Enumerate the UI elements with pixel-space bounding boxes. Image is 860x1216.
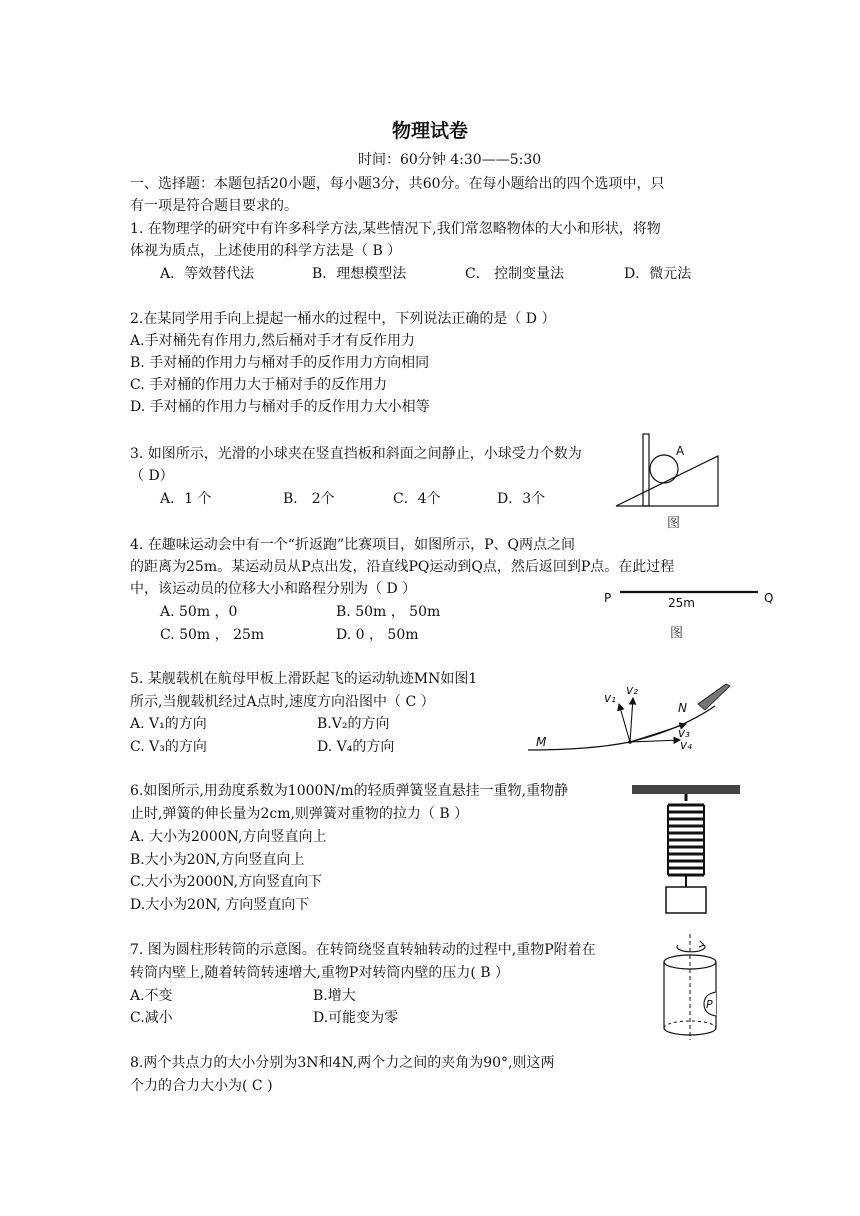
q5-option-c: C. V₃的方向: [130, 739, 207, 755]
q8-stem-line2: 个力的合力大小为( C ): [130, 1078, 273, 1094]
q7-option-b: B.增大: [313, 988, 356, 1004]
q2-option-a: A.手对桶先有作用力,然后桶对手才有反作用力: [130, 333, 416, 349]
q6-option-a: A. 大小为2000N,方向竖直向上: [130, 829, 327, 845]
q4-stem-line3: 中，该运动员的位移大小和路程分别为（ D ）: [130, 581, 417, 597]
q3-option-c: C．4个: [393, 491, 441, 507]
q6-stem-line2: 止时,弹簧的伸长量为2cm,则弹簧对重物的拉力（ B ）: [130, 806, 469, 822]
q3-option-a: A．1 个: [160, 491, 212, 507]
q3-stem-line2: （ D）: [130, 468, 174, 484]
q1-stem-line1: 1. 在物理学的研究中有许多科学方法,某些情况下,我们常忽略物体的大小和形状，将物: [130, 221, 661, 237]
ceiling: [632, 785, 740, 794]
label-n: N: [678, 701, 687, 715]
q7-stem-line2: 转筒内壁上,随着转筒转速增大,重物P对转筒内壁的压力( B ）: [130, 965, 509, 981]
q1-option-d: D．微元法: [624, 266, 692, 282]
ball-label: A: [676, 444, 685, 458]
v2-arrow: [630, 698, 633, 742]
q4-option-b: B. 50m ， 50m: [336, 604, 441, 620]
point-p-label: P: [604, 591, 612, 605]
label-v1: v₁: [604, 691, 616, 705]
label-v2: v₂: [626, 683, 638, 697]
section-instruction-line2: 有一项是符合题目要求的。: [130, 198, 298, 214]
q4-stem-line1: 4. 在趣味运动会中有一个“折返跑”比赛项目，如图所示，P、Q两点之间: [130, 537, 576, 553]
q8-stem-line1: 8.两个共点力的大小分别为3N和4N,两个力之间的夹角为90°,则这两: [130, 1055, 555, 1071]
label-v3: v₃: [678, 726, 690, 740]
q7-option-c: C.减小: [130, 1010, 173, 1026]
q6-figure-spring: [630, 783, 742, 923]
ball: [650, 455, 678, 483]
weight-block: [666, 887, 706, 913]
q5-stem-line1: 5. 某舰载机在航母甲板上滑跃起飞的运动轨迹MN如图1: [130, 671, 478, 687]
point-a: [628, 740, 632, 744]
q5-option-d: D. V₄的方向: [317, 739, 395, 755]
q4-option-c: C. 50m ， 25m: [160, 627, 265, 643]
q3-option-d: D．3个: [497, 491, 546, 507]
q5-option-a: A. V₁的方向: [130, 716, 207, 732]
q6-option-b: B.大小为20N,方向竖直向上: [130, 852, 305, 868]
q1-option-b: B．理想模型法: [312, 266, 407, 282]
q6-option-c: C.大小为2000N,方向竖直向下: [130, 874, 323, 890]
v1-arrow: [619, 704, 630, 742]
q5-figure-trajectory: [520, 670, 740, 766]
spring-coils: [668, 794, 704, 875]
q2-option-d: D. 手对桶的作用力与桶对手的反作用力大小相等: [130, 399, 430, 415]
q2-stem: 2.在某同学用手向上提起一桶水的过程中，下列说法正确的是（ D ）: [130, 311, 556, 327]
q5-option-b: B.V₂的方向: [317, 716, 390, 732]
q1-option-c: C． 控制变量法: [465, 266, 565, 282]
q7-stem-line1: 7. 图为圆柱形转筒的示意图。在转筒绕竖直转轴转动的过程中,重物P附着在: [130, 942, 596, 958]
q3-figure-caption: 图: [667, 516, 681, 531]
q3-figure-ball-incline: [610, 428, 730, 510]
exam-time: 时间：60分钟 4:30——5:30: [358, 152, 542, 168]
label-m: M: [536, 735, 547, 749]
q1-option-a: A．等效替代法: [160, 266, 255, 282]
q7-option-a: A.不变: [130, 988, 173, 1004]
q4-figure-caption: 图: [670, 626, 684, 641]
page-title: 物理试卷: [391, 120, 468, 142]
q3-option-b: B． 2个: [283, 491, 335, 507]
q4-stem-line2: 的距离为25m。某运动员从P点出发，沿直线PQ运动到Q点，然后返回到P点。在此过程: [130, 559, 675, 575]
q4-option-d: D. 0 ， 50m: [336, 627, 419, 643]
q2-option-b: B. 手对桶的作用力与桶对手的反作用力方向相同: [130, 355, 430, 371]
q4-figure-pq-line: [600, 584, 780, 614]
q3-stem-line1: 3. 如图所示，光滑的小球夹在竖直挡板和斜面之间静止，小球受力个数为: [130, 446, 582, 462]
section-instruction-line1: 一、选择题：本题包括20小题，每小题3分，共60分。在每小题给出的四个选项中，只: [130, 176, 665, 192]
q6-stem-line1: 6.如图所示,用劲度系数为1000N/m的轻质弹簧竖直悬挂一重物,重物静: [130, 783, 569, 799]
q4-option-a: A. 50m ，0: [160, 604, 238, 620]
label-v4: v₄: [680, 738, 692, 752]
q6-option-d: D.大小为20N, 方向竖直向下: [130, 897, 310, 913]
incline: [616, 456, 718, 506]
q7-option-d: D.可能变为零: [313, 1010, 399, 1026]
q7-figure-cylinder: [652, 932, 732, 1044]
distance-label: 25m: [668, 596, 695, 610]
q1-stem-line2: 体视为质点，上述使用的科学方法是（ B ）: [130, 243, 402, 259]
point-q-label: Q: [764, 591, 774, 605]
q5-stem-line2: 所示,当舰载机经过A点时,速度方向沿图中（ C ）: [130, 694, 435, 710]
label-p: P: [706, 998, 713, 1011]
vertical-board: [643, 434, 649, 506]
q2-option-c: C. 手对桶的作用力大于桶对手的反作用力: [130, 377, 388, 393]
